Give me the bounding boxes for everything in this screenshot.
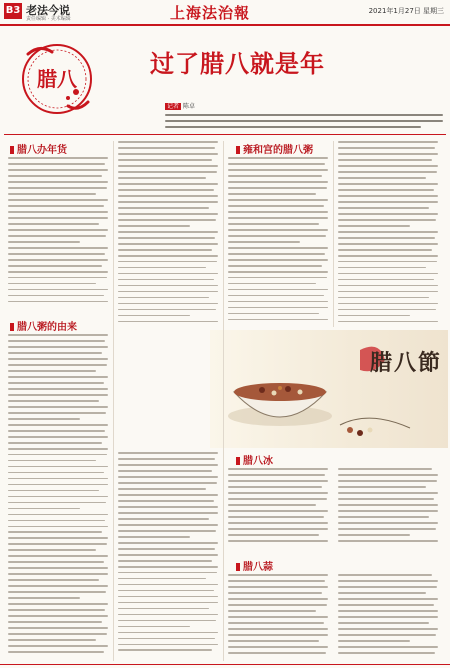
text-line (8, 259, 108, 261)
text-line (118, 506, 218, 508)
text-line (338, 616, 438, 618)
text-line (8, 412, 106, 414)
text-line (8, 597, 80, 599)
text-line (118, 590, 214, 592)
text-line (338, 231, 438, 233)
column-divider (333, 141, 334, 327)
text-line (338, 622, 429, 624)
text-line (228, 604, 327, 606)
text-line (228, 187, 327, 189)
text-line (338, 315, 410, 317)
text-line (8, 615, 108, 617)
text-line (338, 297, 429, 299)
text-line (228, 307, 328, 309)
text-line (338, 604, 434, 606)
text-line (118, 255, 218, 257)
text-line (118, 620, 216, 622)
text-line (8, 418, 80, 420)
text-line (8, 301, 108, 303)
text-line (228, 157, 328, 159)
text-line (8, 394, 108, 396)
text-line (228, 474, 325, 476)
text-line (8, 187, 107, 189)
text-line (338, 267, 426, 269)
text-line (8, 460, 96, 462)
text-line (228, 277, 327, 279)
text-line (8, 271, 108, 273)
text-line (118, 452, 218, 454)
text-line (8, 621, 102, 623)
text-line (8, 211, 108, 213)
text-line (8, 169, 108, 171)
page-header (0, 0, 450, 24)
text-line (118, 159, 212, 161)
text-line (228, 163, 325, 165)
text-line (118, 195, 218, 197)
text-line (228, 301, 328, 303)
seal-text: 腊八 (37, 67, 77, 91)
text-line (338, 189, 434, 191)
text-line (228, 586, 328, 588)
text-line (118, 141, 218, 143)
text-line (8, 181, 108, 183)
text-line (8, 466, 108, 468)
text-line (8, 478, 108, 480)
text-line (228, 235, 326, 237)
text-line (8, 352, 102, 354)
text-line (228, 510, 328, 512)
text-line (8, 531, 102, 533)
text-line (8, 247, 108, 249)
section-heading-yonghe-temple-porridge: 雍和宫的腊八粥 (236, 141, 313, 156)
text-line (338, 303, 438, 305)
text-line (8, 430, 105, 432)
article-body-text (338, 141, 438, 327)
reporter-tag: 记者 (167, 103, 180, 110)
text-line (8, 651, 104, 653)
text-line (8, 627, 108, 629)
text-line (8, 555, 108, 557)
text-line (8, 609, 105, 611)
text-line (8, 639, 96, 641)
text-line (8, 448, 108, 450)
text-line (338, 243, 438, 245)
text-line (8, 561, 104, 563)
text-line (338, 598, 438, 600)
text-line (228, 640, 319, 642)
text-line (338, 255, 438, 257)
text-line (8, 484, 108, 486)
text-line (8, 388, 108, 390)
text-line (118, 649, 212, 651)
section-title: 老法今说 (26, 4, 70, 17)
text-line (228, 522, 328, 524)
text-line (228, 247, 328, 249)
text-line (8, 346, 108, 348)
text-line (228, 492, 328, 494)
text-line (118, 285, 218, 287)
header-rule (0, 24, 450, 26)
text-line (118, 470, 212, 472)
text-line (8, 424, 108, 426)
laba-seal-emblem (18, 40, 96, 118)
text-line (338, 183, 438, 185)
text-line (118, 279, 214, 281)
section-heading-laba-garlic: 腊八蒜 (236, 558, 273, 573)
text-line (118, 644, 218, 646)
text-line (228, 223, 319, 225)
text-line (228, 498, 327, 500)
text-line (338, 486, 426, 488)
text-line (8, 520, 105, 522)
text-line (8, 400, 99, 402)
text-line (118, 243, 218, 245)
text-line (118, 518, 209, 520)
text-line (118, 524, 218, 526)
text-line (8, 283, 96, 285)
text-line (118, 602, 218, 604)
text-line (118, 494, 218, 496)
text-line (338, 534, 410, 536)
text-line (228, 283, 316, 285)
text-line (338, 195, 438, 197)
text-line (118, 548, 215, 550)
text-line (118, 584, 218, 586)
text-line (118, 512, 218, 514)
text-line (228, 592, 322, 594)
reporter-name: 陈卓 (183, 103, 196, 110)
text-line (338, 249, 432, 251)
text-line (118, 231, 218, 233)
text-line (8, 193, 96, 195)
text-line (338, 171, 437, 173)
text-line (8, 549, 96, 551)
text-line (8, 223, 99, 225)
text-line (118, 500, 214, 502)
text-line (228, 181, 328, 183)
text-line (8, 364, 107, 366)
text-line (228, 319, 328, 321)
text-line (228, 528, 328, 530)
text-line (228, 634, 328, 636)
text-line (228, 211, 328, 213)
text-line (338, 279, 434, 281)
text-line (228, 574, 328, 576)
text-column (228, 468, 328, 548)
text-line (118, 291, 218, 293)
column-divider (113, 141, 114, 661)
text-line (338, 510, 438, 512)
text-line (118, 303, 218, 305)
article-body-text (8, 157, 108, 307)
text-line (338, 159, 432, 161)
text-line (338, 540, 438, 542)
text-line (338, 592, 426, 594)
text-line (118, 309, 216, 311)
text-line (8, 579, 99, 581)
text-line (8, 490, 99, 492)
text-line (8, 334, 108, 336)
text-line (338, 285, 438, 287)
text-line (338, 207, 429, 209)
text-line (8, 472, 104, 474)
text-line (118, 225, 190, 227)
text-line (8, 340, 105, 342)
text-line (338, 468, 432, 470)
text-line (338, 634, 436, 636)
text-line (8, 496, 108, 498)
text-line (8, 163, 105, 165)
text-line (8, 289, 108, 291)
text-line (338, 141, 438, 143)
text-line (118, 153, 218, 155)
text-line (8, 265, 102, 267)
text-line (338, 153, 438, 155)
text-line (338, 586, 437, 588)
issue-date: 2021年1月27日 星期三 (368, 7, 444, 15)
text-line (8, 217, 108, 219)
article-body-text (8, 334, 108, 658)
text-line (8, 199, 108, 201)
text-line (118, 476, 218, 478)
text-line (118, 566, 218, 568)
text-line (338, 504, 438, 506)
text-line (8, 253, 105, 255)
text-line (338, 652, 435, 654)
text-line (118, 482, 217, 484)
text-line (118, 237, 215, 239)
article-intro (165, 114, 443, 132)
text-line (338, 225, 410, 227)
text-line (8, 537, 108, 539)
text-line (8, 454, 107, 456)
text-line (8, 442, 102, 444)
text-line (228, 646, 328, 648)
text-line (118, 201, 218, 203)
text-line (338, 474, 438, 476)
text-line (8, 436, 108, 438)
text-line (8, 502, 106, 504)
text-line (338, 237, 435, 239)
text-line (228, 313, 319, 315)
text-line (118, 542, 218, 544)
text-line (118, 147, 215, 149)
column-divider (223, 141, 224, 661)
text-line (8, 358, 108, 360)
text-line (228, 199, 328, 201)
text-line (228, 241, 300, 243)
text-line (118, 273, 218, 275)
text-line (228, 259, 328, 261)
text-line (8, 603, 108, 605)
text-line (8, 277, 107, 279)
text-line (8, 514, 108, 516)
text-line (338, 177, 426, 179)
article-body-text (228, 468, 438, 548)
text-line (118, 315, 190, 317)
text-line (228, 175, 322, 177)
text-line (338, 291, 438, 293)
text-line (118, 261, 217, 263)
text-line (8, 175, 102, 177)
text-line (228, 486, 322, 488)
text-line (118, 165, 218, 167)
text-line (338, 219, 436, 221)
text-line (228, 295, 324, 297)
text-line (118, 638, 215, 640)
text-line (338, 610, 438, 612)
section-heading-laba-ice: 腊八冰 (236, 452, 273, 467)
text-line (228, 217, 328, 219)
text-line (228, 253, 325, 255)
text-line (8, 585, 108, 587)
article-body-text (118, 141, 218, 327)
text-line (338, 580, 438, 582)
painting-title: 腊八節 (370, 350, 443, 376)
text-line (8, 406, 108, 408)
text-line (118, 608, 209, 610)
text-line (118, 183, 218, 185)
footer-rule (0, 664, 450, 665)
text-line (118, 189, 214, 191)
text-line (338, 321, 438, 323)
text-line (118, 596, 218, 598)
text-line (338, 516, 429, 518)
text-line (118, 560, 212, 562)
text-line (228, 628, 328, 630)
text-line (118, 572, 217, 574)
text-line (228, 468, 328, 470)
text-line (228, 229, 328, 231)
text-line (338, 213, 438, 215)
text-line (118, 213, 218, 215)
text-line (228, 480, 328, 482)
text-line (8, 567, 108, 569)
text-line (8, 633, 107, 635)
text-line (338, 498, 434, 500)
text-line (338, 492, 438, 494)
text-line (338, 522, 438, 524)
text-line (338, 261, 437, 263)
text-line (118, 219, 216, 221)
text-line (228, 616, 328, 618)
page-number-badge: B3 (4, 3, 22, 19)
text-line (338, 640, 410, 642)
text-line (118, 177, 206, 179)
title-divider (4, 134, 446, 135)
text-line (228, 271, 328, 273)
text-line (228, 610, 316, 612)
text-line (228, 289, 328, 291)
text-line (228, 652, 326, 654)
text-line (8, 645, 108, 647)
reporter-byline (165, 101, 195, 110)
text-line (118, 249, 212, 251)
text-line (228, 622, 324, 624)
text-line (8, 543, 107, 545)
text-line (118, 554, 218, 556)
text-line (8, 526, 108, 528)
text-line (338, 309, 436, 311)
text-line (338, 480, 437, 482)
text-line (228, 265, 322, 267)
section-credits: 责任编辑 · 美术编辑 (26, 16, 71, 22)
text-line (118, 632, 218, 634)
text-line (8, 241, 80, 243)
text-line (228, 598, 328, 600)
text-line (228, 205, 324, 207)
text-line (228, 504, 316, 506)
text-line (338, 201, 438, 203)
text-line (338, 528, 436, 530)
text-column (228, 574, 328, 660)
text-line (118, 207, 209, 209)
text-line (118, 267, 206, 269)
text-line (228, 193, 316, 195)
text-line (118, 536, 190, 538)
text-line (338, 165, 438, 167)
text-line (338, 628, 438, 630)
article-body-text (228, 574, 438, 660)
text-line (118, 626, 190, 628)
text-line (228, 516, 324, 518)
text-line (8, 157, 108, 159)
text-line (118, 464, 218, 466)
text-line (228, 540, 328, 542)
text-line (8, 573, 108, 575)
text-line (118, 488, 206, 490)
text-column (338, 468, 438, 548)
text-line (8, 205, 104, 207)
section-heading-laba-porridge-origin: 腊八粥的由来 (10, 318, 77, 333)
text-line (118, 297, 209, 299)
text-line (8, 591, 106, 593)
text-line (8, 295, 104, 297)
text-line (8, 376, 108, 378)
text-column (338, 574, 438, 660)
text-line (338, 273, 438, 275)
text-line (118, 530, 216, 532)
text-line (228, 580, 325, 582)
newspaper-logo: 上海法治報 (170, 4, 251, 22)
text-line (8, 370, 96, 372)
text-line (8, 508, 80, 510)
text-line (118, 171, 217, 173)
text-line (8, 229, 108, 231)
article-body-text (118, 452, 218, 658)
text-line (8, 382, 104, 384)
text-line (8, 235, 106, 237)
text-line (118, 578, 206, 580)
text-line (228, 534, 319, 536)
text-line (338, 574, 432, 576)
text-line (118, 321, 218, 323)
text-line (118, 614, 218, 616)
text-line (338, 646, 438, 648)
text-line (338, 147, 435, 149)
section-heading-laba-shopping: 腊八办年货 (10, 141, 67, 156)
article-body-text (228, 157, 328, 327)
text-line (118, 458, 215, 460)
article-headline: 过了腊八就是年 (150, 50, 325, 78)
text-line (228, 169, 328, 171)
